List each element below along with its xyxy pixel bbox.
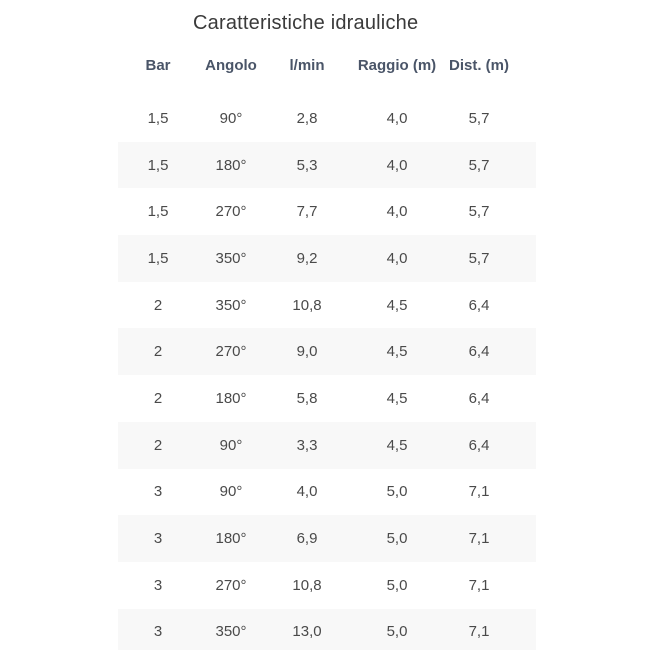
cell-angolo: 350° — [215, 249, 247, 267]
cell-bar: 2 — [153, 343, 163, 361]
table-row — [118, 515, 536, 562]
cell-dist: 7,1 — [468, 576, 490, 594]
page-title: Caratteristiche idrauliche — [193, 12, 419, 34]
cell-angolo: 180° — [215, 530, 247, 548]
cell-raggio: 5,0 — [386, 576, 408, 594]
cell-dist: 6,4 — [468, 296, 490, 314]
table-row — [118, 235, 536, 282]
cell-lmin: 5,3 — [296, 156, 318, 174]
table-row — [118, 95, 536, 142]
cell-lmin: 3,3 — [296, 436, 318, 454]
cell-raggio: 5,0 — [386, 483, 408, 501]
cell-dist: 5,7 — [468, 156, 490, 174]
cell-angolo: 180° — [215, 156, 247, 174]
cell-lmin: 9,2 — [296, 249, 318, 267]
cell-angolo: 270° — [215, 576, 247, 594]
cell-bar: 1,5 — [147, 109, 169, 127]
cell-lmin: 10,8 — [292, 576, 322, 594]
cell-bar: 1,5 — [147, 249, 169, 267]
table-row — [118, 609, 536, 650]
cell-raggio: 4,0 — [386, 109, 408, 127]
cell-lmin: 7,7 — [296, 203, 318, 221]
cell-dist: 5,7 — [468, 249, 490, 267]
cell-bar: 2 — [153, 296, 163, 314]
cell-raggio: 4,5 — [386, 296, 408, 314]
cell-lmin: 6,9 — [296, 530, 318, 548]
cell-raggio: 4,5 — [386, 436, 408, 454]
cell-angolo: 90° — [219, 483, 243, 501]
column-header-bar: Bar — [145, 56, 171, 74]
table-row — [118, 142, 536, 189]
cell-angolo: 270° — [215, 203, 247, 221]
column-header-lmin: l/min — [289, 56, 325, 74]
cell-bar: 2 — [153, 389, 163, 407]
table-row — [118, 282, 536, 329]
cell-raggio: 4,5 — [386, 389, 408, 407]
cell-angolo: 180° — [215, 389, 247, 407]
cell-lmin: 4,0 — [296, 483, 318, 501]
cell-lmin: 9,0 — [296, 343, 318, 361]
column-header-angolo: Angolo — [205, 56, 257, 74]
cell-angolo: 350° — [215, 623, 247, 641]
cell-angolo: 350° — [215, 296, 247, 314]
cell-dist: 6,4 — [468, 389, 490, 407]
cell-raggio: 4,5 — [386, 343, 408, 361]
cell-lmin: 10,8 — [292, 296, 322, 314]
cell-lmin: 13,0 — [292, 623, 322, 641]
cell-raggio: 4,0 — [386, 249, 408, 267]
cell-angolo: 270° — [215, 343, 247, 361]
column-header-raggio: Raggio (m) — [357, 56, 437, 74]
cell-dist: 7,1 — [468, 483, 490, 501]
cell-angolo: 90° — [219, 109, 243, 127]
cell-raggio: 5,0 — [386, 530, 408, 548]
cell-bar: 1,5 — [147, 203, 169, 221]
cell-bar: 3 — [153, 623, 163, 641]
table-row — [118, 328, 536, 375]
table-row — [118, 422, 536, 469]
cell-dist: 5,7 — [468, 109, 490, 127]
cell-dist: 6,4 — [468, 436, 490, 454]
table-row — [118, 375, 536, 422]
table-row — [118, 469, 536, 516]
cell-dist: 7,1 — [468, 530, 490, 548]
cell-raggio: 5,0 — [386, 623, 408, 641]
hydraulic-table — [118, 48, 536, 650]
table-body — [118, 95, 536, 650]
table-row — [118, 562, 536, 609]
cell-angolo: 90° — [219, 436, 243, 454]
cell-bar: 3 — [153, 530, 163, 548]
column-header-dist: Dist. (m) — [449, 56, 509, 74]
cell-bar: 1,5 — [147, 156, 169, 174]
cell-raggio: 4,0 — [386, 156, 408, 174]
table-row — [118, 188, 536, 235]
table-header-row — [118, 48, 536, 82]
cell-dist: 7,1 — [468, 623, 490, 641]
cell-dist: 5,7 — [468, 203, 490, 221]
cell-raggio: 4,0 — [386, 203, 408, 221]
cell-lmin: 5,8 — [296, 389, 318, 407]
cell-dist: 6,4 — [468, 343, 490, 361]
cell-bar: 3 — [153, 576, 163, 594]
cell-lmin: 2,8 — [296, 109, 318, 127]
cell-bar: 3 — [153, 483, 163, 501]
cell-bar: 2 — [153, 436, 163, 454]
